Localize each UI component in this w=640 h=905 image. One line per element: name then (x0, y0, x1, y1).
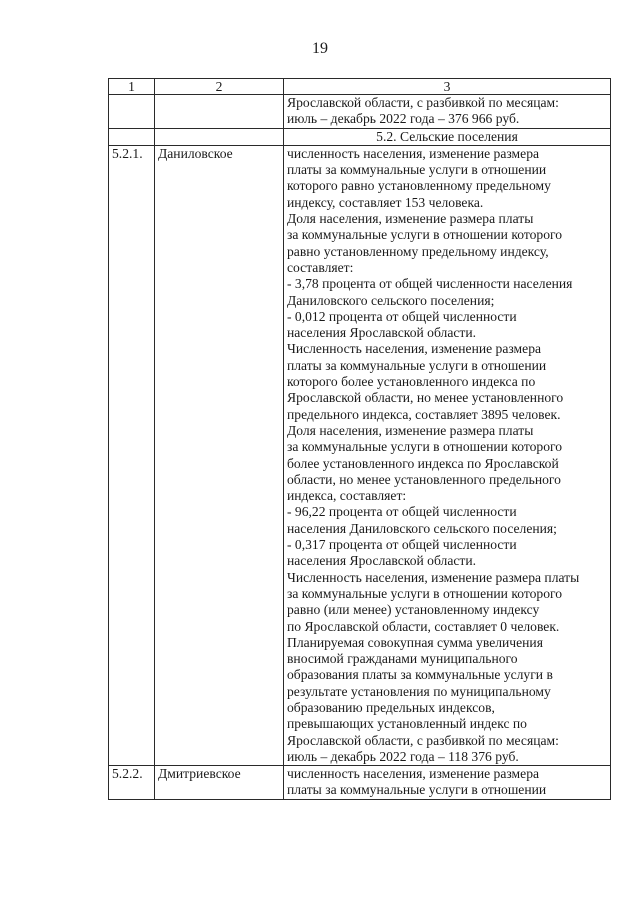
text-line: Даниловского сельского поселения; (287, 292, 495, 308)
text-line: образования платы за коммунальные услуги в (287, 667, 553, 683)
text-line: Ярославской области, с разбивкой по месяцам: (287, 732, 559, 748)
text-line: - 0,012 процента от общей численности (287, 308, 517, 324)
text-line: которого равно установленному предельному (287, 178, 551, 194)
text-line: Планируемая совокупная сумма увеличения (287, 634, 543, 650)
table-row-dmitrievskoe (109, 766, 611, 800)
row-number: 5.2.1. (109, 145, 155, 765)
text-line: Численность населения, изменение размера платы (287, 569, 580, 585)
indices-table (108, 78, 611, 800)
text-line: - 0,317 процента от общей численности (287, 537, 517, 553)
text-line: Ярославской области, с разбивкой по месяцам: (287, 95, 559, 110)
text-line: за коммунальные услуги в отношении которого (287, 585, 563, 601)
table-header-row (109, 79, 611, 95)
continuation-number-cell (109, 95, 155, 129)
row-text-cell (284, 145, 611, 765)
section-row (109, 128, 611, 145)
text-line: платы за коммунальные услуги в отношении (287, 357, 547, 373)
text-line: результате установления по муниципальному (287, 683, 551, 699)
section-title: 5.2. Сельские поселения (284, 128, 611, 145)
text-line: превышающих установленный индекс по (287, 716, 527, 732)
settlement-name: Даниловское (155, 145, 284, 765)
text-line: - 3,78 процента от общей численности населения (287, 276, 573, 292)
text-line: вносимой гражданами муниципального (287, 651, 518, 667)
text-line: - 96,22 процента от общей численности (287, 504, 517, 520)
text-line: равно (или менее) установленному индексу (287, 602, 540, 618)
text-line: июль – декабрь 2022 года – 376 966 руб. (287, 111, 520, 127)
column-header-3: 3 (284, 79, 611, 95)
table-row-danilovskoe (109, 145, 611, 765)
column-header-2: 2 (155, 79, 284, 95)
text-line: более установленного индекса по Ярославской (287, 455, 559, 471)
text-line: платы за коммунальные услуги в отношении (287, 782, 547, 798)
text-line: предельного индекса, составляет 3895 человек. (287, 406, 561, 422)
text-line: за коммунальные услуги в отношении которого (287, 439, 563, 455)
text-line: составляет: (287, 259, 354, 275)
text-line: Численность населения, изменение размера (287, 341, 542, 357)
settlement-name: Дмитриевское (155, 766, 284, 800)
text-line: населения Даниловского сельского поселения; (287, 520, 557, 536)
row-text-cell (284, 766, 611, 800)
row-number: 5.2.2. (109, 766, 155, 800)
text-line: июль – декабрь 2022 года – 118 376 руб. (287, 748, 519, 764)
page-number: 19 (312, 40, 328, 57)
text-line: равно установленному предельному индексу, (287, 243, 549, 259)
text-line: за коммунальные услуги в отношении которого (287, 227, 563, 243)
continuation-row (109, 95, 611, 129)
text-line: индекса, составляет: (287, 488, 407, 504)
text-line: образованию предельных индексов, (287, 699, 495, 715)
text-line: Доля населения, изменение размера платы (287, 422, 534, 438)
text-line: населения Ярославской области. (287, 553, 477, 569)
text-line: численность населения, изменение размера (287, 145, 540, 161)
text-line: по Ярославской области, составляет 0 человек. (287, 618, 560, 634)
text-line: Ярославской области, но менее установленного (287, 390, 564, 406)
text-line: которого более установленного индекса по (287, 374, 536, 390)
section-number-cell (109, 128, 155, 145)
continuation-text-cell (284, 95, 611, 129)
section-name-cell (155, 128, 284, 145)
text-line: населения Ярославской области. (287, 325, 477, 341)
column-header-1: 1 (109, 79, 155, 95)
continuation-name-cell (155, 95, 284, 129)
text-line: области, но менее установленного предельного (287, 471, 561, 487)
text-line: численность населения, изменение размера (287, 766, 540, 782)
text-line: индексу, составляет 153 человека. (287, 194, 484, 210)
text-line: платы за коммунальные услуги в отношении (287, 162, 547, 178)
text-line: Доля населения, изменение размера платы (287, 211, 534, 227)
